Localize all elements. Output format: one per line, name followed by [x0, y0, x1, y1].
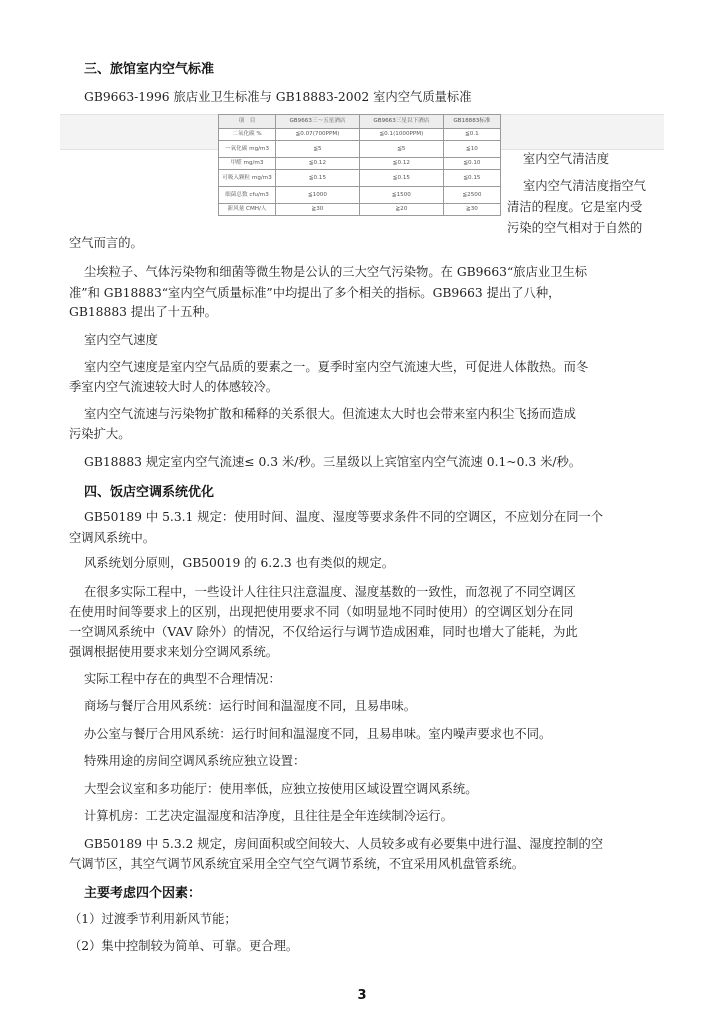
- paragraph-line: 空调风系统中。: [69, 531, 156, 545]
- paragraph-line: 季室内空气流速较大时人的体感较冷。: [69, 380, 279, 394]
- table-cell: ≦0.07(700PPM): [276, 129, 360, 141]
- paragraph-line: 在使用时间等要求上的区别，出现把使用要求不同（如明显地不同时使用）的空调区划分在同: [69, 605, 574, 619]
- table-header-cell: GB18883标准: [443, 115, 500, 129]
- side-text-line: 室内空气清洁度: [523, 152, 610, 166]
- table-cell: 二氧化碳 %: [219, 129, 276, 141]
- table-header-row: [219, 115, 501, 129]
- standards-table: [218, 114, 501, 216]
- paragraph-line: 计算机房：工艺决定温湿度和洁净度，且往往是全年连续制冷运行。: [84, 809, 453, 823]
- table-cell: ≦1000: [276, 187, 360, 204]
- table-row: [219, 141, 501, 158]
- paragraph-line: 一空调风系统中（VAV 除外）的情况，不仅给运行与调节造成困难，同时也增大了能耗，为此: [69, 625, 578, 639]
- table-cell: ≦5: [359, 141, 443, 158]
- paragraph-line: 污染扩大。: [69, 427, 131, 441]
- section-heading: 四、饭店空调系统优化: [84, 485, 215, 500]
- table-cell: ≧30: [276, 204, 360, 216]
- table-cell: ≧30: [443, 204, 500, 216]
- paragraph-line: 室内空气速度是室内空气品质的要素之一。夏季时室内空气流速大些，可促进人体散热。而冬: [84, 360, 589, 374]
- table-header-cell: GB9663三～五星酒店: [276, 115, 360, 129]
- table-cell: 新风量 CMH/人: [219, 204, 276, 216]
- table-row: [219, 129, 501, 141]
- table-cell: ≧20: [359, 204, 443, 216]
- table-cell: ≦2500: [443, 187, 500, 204]
- side-text-line: 清洁的程度。它是室内受: [507, 200, 643, 214]
- paragraph-line: 室内空气流速与污染物扩散和稀释的关系很大。但流速太大时也会带来室内积尘飞扬而造成: [84, 407, 576, 421]
- list-item: （2）集中控制较为简单、可靠。更合理。: [69, 939, 299, 953]
- table-header-cell: GB9663三星以下酒店: [359, 115, 443, 129]
- paragraph-line: 气调节区，其空气调节风系统宜采用全空气空气调节系统，不宜采用风机盘管系统。: [69, 857, 524, 871]
- table-row: [219, 158, 501, 170]
- paragraph-line: 办公室与餐厅合用风系统：运行时间和温湿度不同，且易串味。室内噪声要求也不同。: [84, 727, 552, 741]
- table-cell: 一氧化碳 mg/m3: [219, 141, 276, 158]
- table-header-cell: 项 目: [219, 115, 276, 129]
- side-text-line: 室内空气清洁度指空气: [523, 179, 646, 193]
- page-number: 3: [357, 988, 367, 1003]
- paragraph-line: GB50189 中 5.3.2 规定，房间面积或空间较大、人员较多或有必要集中进行温、湿度控制的空: [84, 837, 604, 851]
- table-cell: ≦0.15: [443, 170, 500, 187]
- side-text-line: 污染的空气相对于自然的: [507, 221, 643, 235]
- paragraph-line: 空气而言的。: [69, 236, 143, 250]
- paragraph-line: 风系统划分原则，GB50019 的 6.2.3 也有类似的规定。: [84, 556, 395, 570]
- paragraph-title: 室内空气速度: [84, 333, 158, 347]
- paragraph-line: 商场与餐厅合用风系统：运行时间和温湿度不同，且易串味。: [84, 699, 417, 713]
- table-cell: ≦10: [443, 141, 500, 158]
- paragraph-line: 强调根据使用要求来划分空调风系统。: [69, 645, 279, 659]
- table-cell: ≦0.1(1000PPM): [359, 129, 443, 141]
- table-cell: ≦0.12: [359, 158, 443, 170]
- table-cell: ≦0.10: [443, 158, 500, 170]
- paragraph-line: 在很多实际工程中，一些设计人往往只注意温度、湿度基数的一致性，而忽视了不同空调区: [84, 585, 576, 599]
- table-cell: 甲醛 mg/m3: [219, 158, 276, 170]
- paragraph-line: 尘埃粒子、气体污染物和细菌等微生物是公认的三大空气污染物。在 GB9663“旅店业卫生标: [84, 265, 588, 279]
- table-cell: ≦0.15: [359, 170, 443, 187]
- paragraph-line: GB18883 规定室内空气流速≤ 0.3 米/秒。三星级以上宾馆室内空气流速 0.1~0.3 米/秒。: [84, 455, 582, 469]
- section-heading: 三、旅馆室内空气标准: [84, 62, 215, 77]
- table-row: [219, 187, 501, 204]
- table-row: [219, 170, 501, 187]
- table-cell: ≦0.15: [276, 170, 360, 187]
- list-item: （1）过渡季节利用新风节能；: [69, 912, 237, 926]
- table-cell: ≦1500: [359, 187, 443, 204]
- table-cell: ≦0.1: [443, 129, 500, 141]
- table-cell: ≦5: [276, 141, 360, 158]
- table-row: [219, 204, 501, 216]
- paragraph-line: 实际工程中存在的典型不合理情况：: [84, 672, 281, 686]
- table-cell: 细菌总数 cfu/m3: [219, 187, 276, 204]
- section-subtitle: GB9663-1996 旅店业卫生标准与 GB18883-2002 室内空气质量标准: [84, 90, 472, 104]
- paragraph-line: 准”和 GB18883“室内空气质量标准”中均提出了多个相关的指标。GB9663 提出了八种，: [69, 286, 561, 300]
- paragraph-line: GB18883 提出了十五种。: [69, 305, 217, 319]
- paragraph-line: 特殊用途的房间空调风系统应独立设置：: [84, 754, 306, 768]
- paragraph-line: GB50189 中 5.3.1 规定：使用时间、温度、湿度等要求条件不同的空调区，不应划分在同一个: [84, 510, 604, 524]
- factors-heading: 主要考虑四个因素：: [84, 886, 202, 901]
- table-cell: 可吸入颗粒 mg/m3: [219, 170, 276, 187]
- paragraph-line: 大型会议室和多功能厅：使用率低，应独立按使用区域设置空调风系统。: [84, 782, 478, 796]
- table-cell: ≦0.12: [276, 158, 360, 170]
